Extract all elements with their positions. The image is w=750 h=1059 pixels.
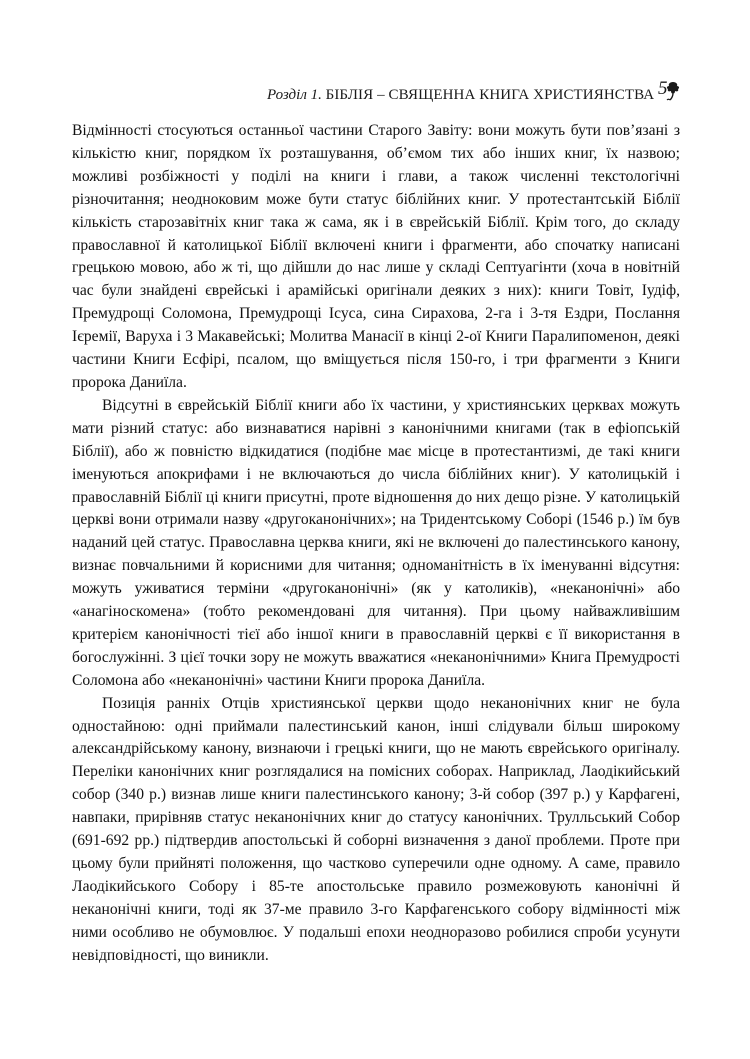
paragraph-3: Позиція ранніх Отців християнської церкви щодо неканонічних книг не була одностайною: одні приймали палестинський канон, інші слідували більш широкому александрійському канону, визнаючи і грецькі книги, що не мають єврейського оригіналу. Переліки канонічних книг розглядалися на помісних соборах. Наприклад, Лаодікийський собор (340 р.) визнав лише книги палестинського канону; 3-й собор (397 р.) у Карфагені, навпаки, прирівняв статус неканонічних книг до статусу канонічних. Трулльський Собор (691-692 рр.) підтвердив апостольські й соборні визначення з даної проблеми. Проте при цьому були прийняті положення, що частково суперечили одне одному. А саме, правило Лаодікийського Собору і 85-те апостольське правило розмежовують канонічні й неканонічні книги, тоді як 37-ме правило 3-го Карфагенського собору відмінності між ними особливо не обумовлює. У подальші епохи неодноразово робилися спроби усунути невідповідності, що виникли. xyxy=(72,694,680,964)
body-text xyxy=(72,120,680,968)
chapter-title: БІБЛІЯ – СВЯЩЕННА КНИГА ХРИСТИЯНСТВА xyxy=(325,87,655,103)
running-head xyxy=(0,80,682,105)
chapter-label: Розділ 1. xyxy=(266,87,322,103)
paragraph-1: Відмінності стосуються останньої частини Старого Завіту: вони можуть бути пов’язані з кількістю книг, порядком їх розташування, об’ємом тих або інших книг, їх назвою; можливі розбіжності у поділі на книги і глави, а також численні текстологічні різночитання; неодноковим може бути статус біблійних книг. У протестантській Біблії кількість старозавітніх книг така ж сама, як і в єврейській Біблії. Крім того, до складу православної й католицької Біблії включені книги і фрагменти, або спочатку написані грецькою мовою, або ж ті, що дійшли до нас лише у складі Септуагінти (хоча в новітній час були знайдені єврейські і арамійські оригінали деяких з них): книги Товіт, Іудіф, Премудрощі Соломона, Премудрощі Ісуса, сина Сирахова, 2-га і 3-тя Ездри, Послання Ієремії, Варуха і 3 Макавейські; Молитва Манасії в кінці 2-ої Книги Паралипоменон, деякі частини Книги Есфірі, псалом, що вміщується після 150-го, і три фрагменти з Книги пророка Даниїла. xyxy=(72,122,680,391)
page-number: 5 xyxy=(658,78,668,99)
paragraph-2: Відсутні в єврейській Біблії книги або їх частини, у християнських церквах можуть мати різний статус: або визнаватися нарівні з канонічними книгами (так в ефіопській Біблії), або ж повністю відкидатися (подібне має місце в протестантизмі, де такі книги іменуються апокрифами і не включаються до числа біблійних книг). У католицькій і православній Біблії ці книги присутні, проте відношення до них дещо різне. У католицькій церкві вони отримали назву «другоканонічних»; на Тридентському Соборі (1546 р.) їм був наданий цей статус. Православна церква книги, які не включені до палестинського канону, визнає повчальними й корисними для читання; одноманітність в їх іменуванні відсутня: можуть уживатися терміни «другоканонічні» (як у католиків), «неканонічні» або «анагіноскомена» (тобто рекомендовані для читання). При цьому найважливішим критерієм канонічності тієї або іншої книги в православній церкві є її використання в богослужінні. З цієї точки зору не можуть вважатися «неканонічними» Книга Премудрості Соломона або «неканонічні» частини Книги пророка Даниїла. xyxy=(72,396,680,689)
